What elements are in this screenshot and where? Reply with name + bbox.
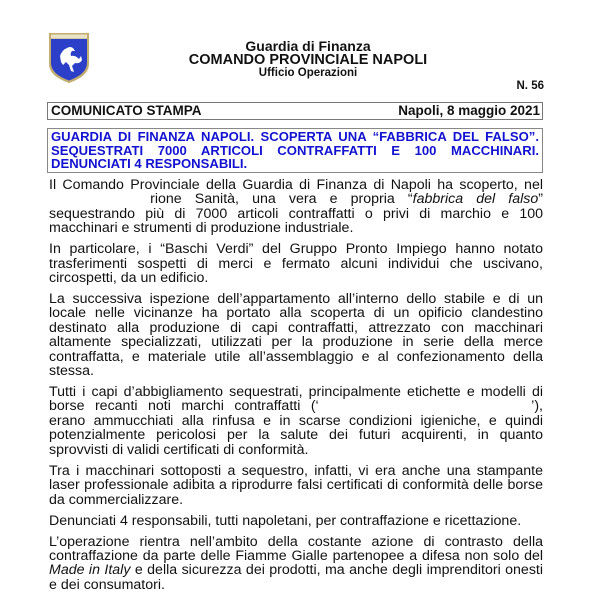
paragraph-5: Tra i macchinari sottoposti a sequestro, infatti, vi era anche una stampante laser professionale adibita a riprodurre falsi certificati di conformità delle borse da commercializzare. <box>49 462 543 508</box>
paragraph-7 <box>49 535 543 593</box>
p4-text-b: ’), erano ammucchiati alla rinfusa e in scarse condizioni igieniche, e quindi potenzialmente pericolosi per la salute dei futuri acquirenti, in quanto sprovvisti di validi certificati di conformità. <box>49 398 543 458</box>
p1-text-b: rione Sanità, una vera e propria “ <box>150 191 413 208</box>
press-release-bar <box>47 102 543 120</box>
p4-text-a: Tutti i capi d’abbigliamento sequestrati, principalmente etichette e modelli di borse recanti noti marchi contraffatti (‘ <box>49 384 543 415</box>
p1-text-d: ” sequestrando più di 7000 articoli contraffatti o privi di marchio e 100 macchinari e strumenti di produzione industriale. <box>49 191 543 237</box>
p1-text-a: Il Comando Provinciale della Guardia di Finanza di Napoli ha scoperto, nel <box>49 177 543 193</box>
paragraph-2: In particolare, i “Baschi Verdi” del Gruppo Pronto Impiego hanno notato trasferimenti sospetti di merci e fermato alcuni individui che uscivano, circospetti, da un edificio. <box>49 241 543 287</box>
made-in-italy-emphasis: Made in Italy <box>49 562 131 579</box>
release-number: N. 56 <box>516 80 544 92</box>
paragraph-1 <box>49 178 543 236</box>
p1-emphasis: fabbrica del falso <box>412 191 539 208</box>
p7-text-c: e della sicurezza dei prodotti, ma anche degli imprenditori onesti e dei consumatori. <box>49 562 544 593</box>
press-release-label: COMUNICATO STAMPA <box>51 103 202 118</box>
place-date: Napoli, 8 maggio 2021 <box>398 103 540 118</box>
headline: GUARDIA DI FINANZA NAPOLI. SCOPERTA UNA “FABBRICA DEL FALSO”. SEQUESTRATI 7000 ARTICOLI CONTRAFFATTI E 100 MACCHINARI. DENUNCIATI 4 RESPONSABILI. <box>47 128 543 173</box>
article-body <box>49 178 543 599</box>
paragraph-6: Denunciati 4 responsabili, tutti napoletani, per contraffazione e ricettazione. <box>49 512 522 529</box>
command-name: COMANDO PROVINCIALE NAPOLI <box>188 52 428 68</box>
org-name: Guardia di Finanza <box>245 38 371 54</box>
paragraph-3: La successiva ispezione dell’appartamento all’interno dello stabile e di un locale nelle vicinanze ha portato alla scoperta di un opificio clandestino destinato alla produzione di capi contraffatti, attrezzato con macchinari altamente specializzati, utilizzati per la produzione in serie della merce contraffatta, e materiale utile all’assemblaggio e al confezionamento della stessa. <box>49 291 543 380</box>
office-name: Ufficio Operazioni <box>258 67 358 79</box>
paragraph-4 <box>49 385 543 457</box>
p7-text-a: L’operazione rientra nell’ambito della costante azione di contrasto della contraffazione da parte delle Fiamme Gialle partenopee a difesa non solo del <box>49 533 543 564</box>
